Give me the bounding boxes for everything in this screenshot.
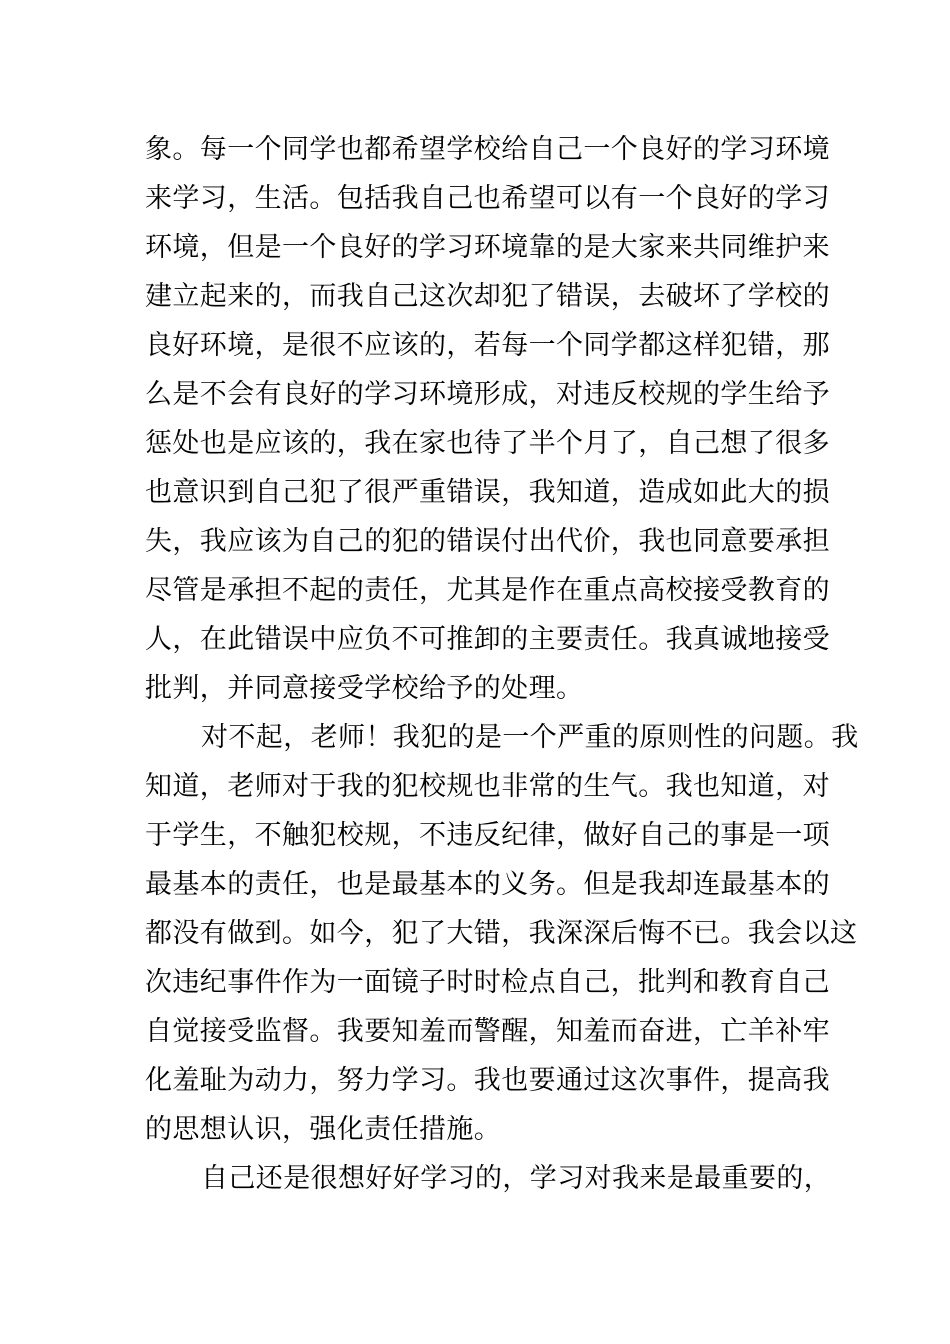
text-line: 次违纪事件作为一面镜子时时检点自己，批判和教育自己 xyxy=(145,967,830,998)
text-line: 人，在此错误中应负不可推卸的主要责任。我真诚地接受 xyxy=(145,624,830,655)
text-line: 失，我应该为自己的犯的错误付出代价，我也同意要承担 xyxy=(145,526,830,557)
text-line: 么是不会有良好的学习环境形成，对违反校规的学生给予 xyxy=(145,379,830,410)
text-line: 的思想认识，强化责任措施。 xyxy=(145,1114,502,1145)
paragraph-1 xyxy=(145,125,830,713)
text-line: 也意识到自己犯了很严重错误，我知道，造成如此大的损 xyxy=(145,477,830,508)
document-body xyxy=(145,125,859,1203)
text-line: 知道，老师对于我的犯校规也非常的生气。我也知道，对 xyxy=(145,771,830,802)
text-line: 都没有做到。如今，犯了大错，我深深后悔不已。我会以这 xyxy=(145,918,858,949)
text-line: 尽管是承担不起的责任，尤其是作在重点高校接受教育的 xyxy=(145,575,830,606)
text-line: 批判，并同意接受学校给予的处理。 xyxy=(145,673,584,704)
text-line: 对不起，老师！我犯的是一个严重的原则性的问题。我 xyxy=(201,722,859,753)
paragraph-3 xyxy=(145,1154,832,1203)
text-line: 化羞耻为动力，努力学习。我也要通过这次事件，提高我 xyxy=(145,1065,830,1096)
text-line: 环境，但是一个良好的学习环境靠的是大家来共同维护来 xyxy=(145,232,830,263)
text-line: 自觉接受监督。我要知羞而警醒，知羞而奋进，亡羊补牢 xyxy=(145,1016,830,1047)
text-line: 象。每一个同学也都希望学校给自己一个良好的学习环境 xyxy=(145,134,830,165)
text-line: 建立起来的，而我自己这次却犯了错误，去破坏了学校的 xyxy=(145,281,830,312)
text-line: 最基本的责任，也是最基本的义务。但是我却连最基本的 xyxy=(145,869,830,900)
text-line: 良好环境，是很不应该的，若每一个同学都这样犯错，那 xyxy=(145,330,830,361)
paragraph-2 xyxy=(145,713,859,1154)
text-line: 惩处也是应该的，我在家也待了半个月了，自己想了很多 xyxy=(145,428,830,459)
text-line: 来学习，生活。包括我自己也希望可以有一个良好的学习 xyxy=(145,183,830,214)
text-line: 自己还是很想好好学习的，学习对我来是最重要的， xyxy=(201,1163,832,1194)
text-line: 于学生，不触犯校规，不违反纪律，做好自己的事是一项 xyxy=(145,820,830,851)
